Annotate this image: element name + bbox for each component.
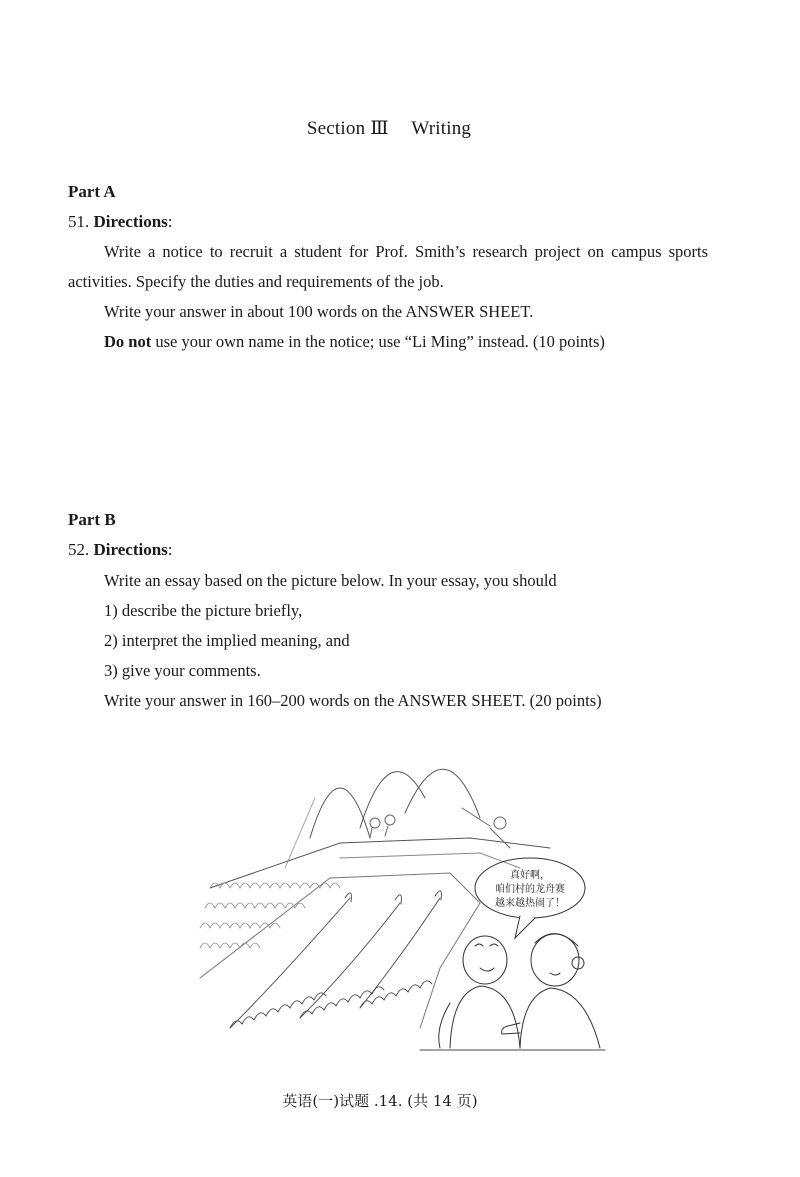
part-b-intro: Write an essay based on the picture below. In your essay, you should [104, 571, 557, 590]
do-not-emphasis: Do not [104, 332, 152, 351]
part-b-directions [68, 540, 173, 560]
dragon-boat-cartoon [190, 728, 610, 1058]
dragon-boats [230, 891, 441, 1028]
part-a-directions [68, 212, 173, 232]
section-title [0, 117, 778, 140]
part-a-word-count: Write your answer in about 100 words on the ANSWER SHEET. [104, 302, 534, 321]
part-b-word-count: Write your answer in 160–200 words on the ANSWER SHEET. (20 points) [104, 691, 602, 710]
hill-outline [310, 788, 370, 838]
name-rule-text: use your own name in the notice; use “Li Ming” instead. (10 points) [151, 332, 605, 351]
speech-bubble [475, 858, 585, 938]
directions-colon: : [167, 212, 173, 231]
directions-colon: : [167, 540, 173, 559]
spectators [370, 808, 510, 848]
hill-outline [360, 772, 425, 828]
part-b-item-3: 3) give your comments. [104, 661, 261, 680]
speech-line-2: 咱们村的龙舟赛 [495, 884, 565, 895]
part-b-item-2: 2) interpret the implied meaning, and [104, 631, 350, 650]
speech-line-3: 越来越热闹了！ [495, 898, 565, 909]
section-prefix: Section [306, 118, 366, 139]
directions-label: Directions [93, 212, 168, 231]
part-a-task: Write a notice to recruit a student for Prof. Smith’s research project on campus sports activities. Specify the duties and requirements of the job. [68, 242, 708, 291]
villager-man [439, 936, 520, 1048]
section-numeral: Ⅲ [370, 118, 389, 139]
river-bank [200, 873, 480, 1028]
part-a-name-rule [104, 327, 605, 357]
question-number: 51. [68, 212, 90, 231]
question-number: 52. [68, 540, 90, 559]
directions-label: Directions [93, 540, 168, 559]
page-footer: 英语(一)试题 .14. (共 14 页) [282, 1092, 478, 1110]
speech-line-1: 真好啊， [510, 870, 550, 881]
part-b-heading: Part B [68, 510, 116, 529]
villager-woman [502, 934, 600, 1048]
crowd [200, 883, 340, 948]
part-a-heading: Part A [68, 182, 116, 201]
hill-outline [405, 769, 480, 818]
part-b-item-1: 1) describe the picture briefly, [104, 601, 303, 620]
section-name: Writing [411, 118, 472, 139]
